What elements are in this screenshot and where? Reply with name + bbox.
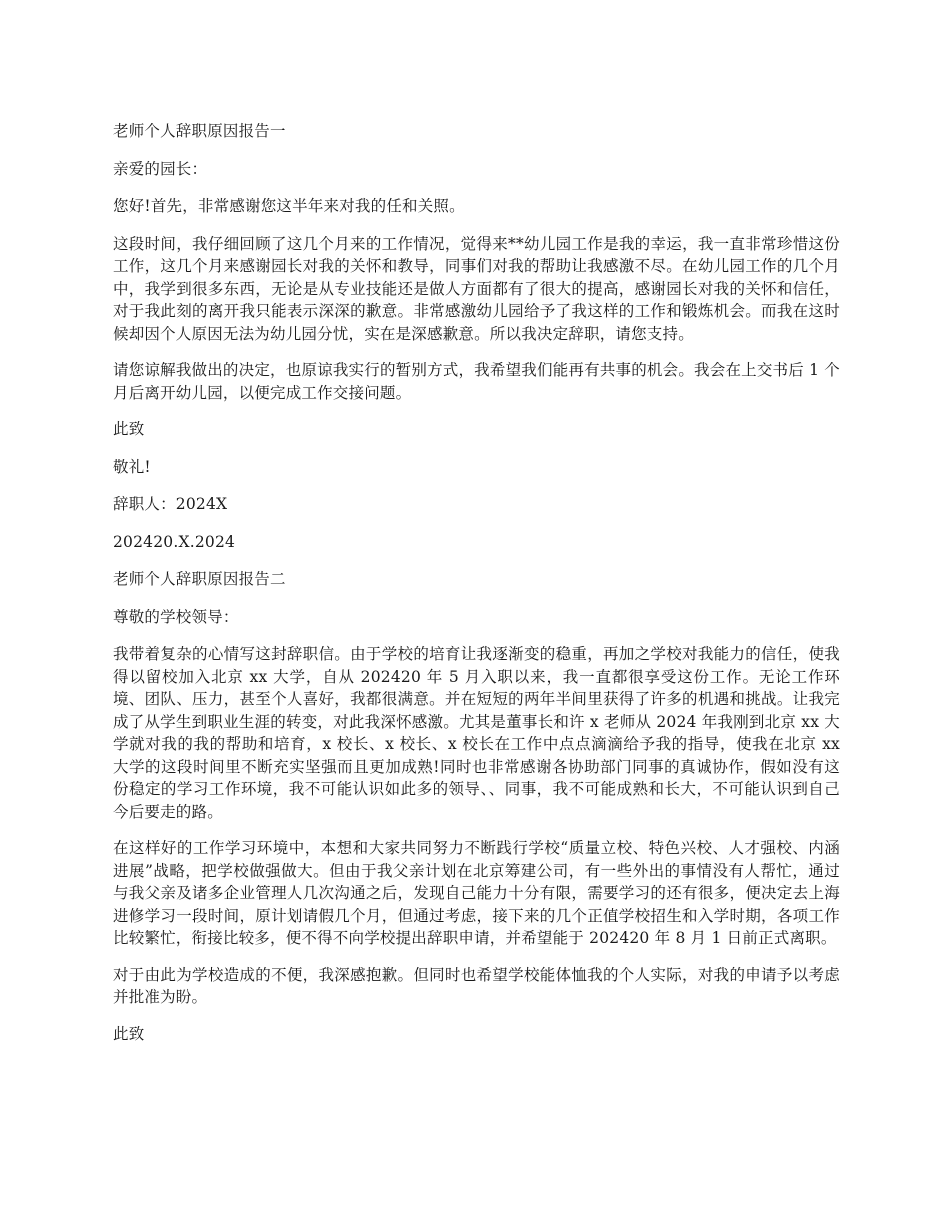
salutation-one: 亲爱的园长： bbox=[113, 159, 208, 178]
body-paragraph: 这段时间，我仔细回顾了这几个月来的工作情况，觉得来**幼儿园工作是我的幸运，我一直非常珍惜这份工作，这几个月来感谢园长对我的关怀和教导，同事们对我的帮助让我感激不尽。在幼儿园工作的几个月中，我学到很多东西，无论是从专业技能还是做人方面都有了很大的提高，感谢园长对我的关怀和信任，对于我此刻的离开我只能表示深深的歉意。非常感激幼儿园给予了我这样的工作和锻炼机会。而我在这时候却因个人原因无法为幼儿园分忧，实在是深感歉意。所以我决定辞职，请您支持。 bbox=[113, 234, 840, 343]
closing-cizhi: 此致 bbox=[113, 420, 145, 438]
closing-jingli: 敬礼! bbox=[113, 457, 151, 476]
greeting-paragraph: 您好!首先，非常感谢您这半年来对我的任和关照。 bbox=[113, 197, 465, 215]
date-line: 202420.X.2024 bbox=[113, 532, 236, 551]
report-two-title: 老师个人辞职原因报告二 bbox=[113, 570, 286, 588]
body-paragraph: 在这样好的工作学习环境中，本想和大家共同努力不断践行学校“质量立校、特色兴校、人才强校、内涵进展”战略，把学校做强做大。但由于我父亲计划在北京筹建公司，有一些外出的事情没有人帮忙，通过与我父亲及诸多企业管理人几次沟通之后，发现自己能力十分有限，需要学习的还有很多，便决定去上海进修学习一段时间，原计划请假几个月，但通过考虑，接下来的几个正值学校招生和入学时期，各项工作比较繁忙，衔接比较多，便不得不向学校提出辞职申请，并希望能于 202420 年 8 月 1 日前正式离职。 bbox=[113, 839, 840, 947]
body-paragraph: 对于由此为学校造成的不便，我深感抱歉。但同时也希望学校能体恤我的个人实际，对我的申请予以考虑并批准为盼。 bbox=[113, 965, 840, 1006]
signature-line: 辞职人：2024X bbox=[113, 495, 228, 513]
body-paragraph: 我带着复杂的心情写这封辞职信。由于学校的培育让我逐渐变的稳重，再加之学校对我能力的信任，使我得以留校加入北京 xx 大学，自从 202420 年 5 月入职以来，我一直都很享受这份工作。无论工作环境、团队、压力，甚至个人喜好，我都很满意。并在短短的两年半间里获得了许多的机遇和挑战。让我完成了从学生到职业生涯的转变，对此我深怀感激。尤其是董事长和许 x 老师从 2024 年我刚到北京 xx 大学就对我的我的帮助和培育，x 校长、x 校长、x 校长在工作中点点滴滴给予我的指导，使我在北京 xx 大学的这段时间里不断充实坚强而且更加成熟!同时也非常感谢各协助部门同事的真诚协作，假如没有这份稳定的学习工作环境，我不可能认识如此多的领导、、同事，我不可能成熟和长大，不可能认识到自己今后要走的路。 bbox=[113, 645, 840, 821]
closing-cizhi: 此致 bbox=[113, 1024, 145, 1043]
report-one-title: 老师个人辞职原因报告一 bbox=[113, 122, 286, 140]
document-body bbox=[113, 120, 840, 1060]
body-paragraph: 请您谅解我做出的决定，也原谅我实行的暂别方式，我希望我们能再有共事的机会。我会在上交书后 1 个月后离开幼儿园，以便完成工作交接问题。 bbox=[113, 361, 840, 402]
salutation-two: 尊敬的学校领导： bbox=[113, 607, 239, 626]
